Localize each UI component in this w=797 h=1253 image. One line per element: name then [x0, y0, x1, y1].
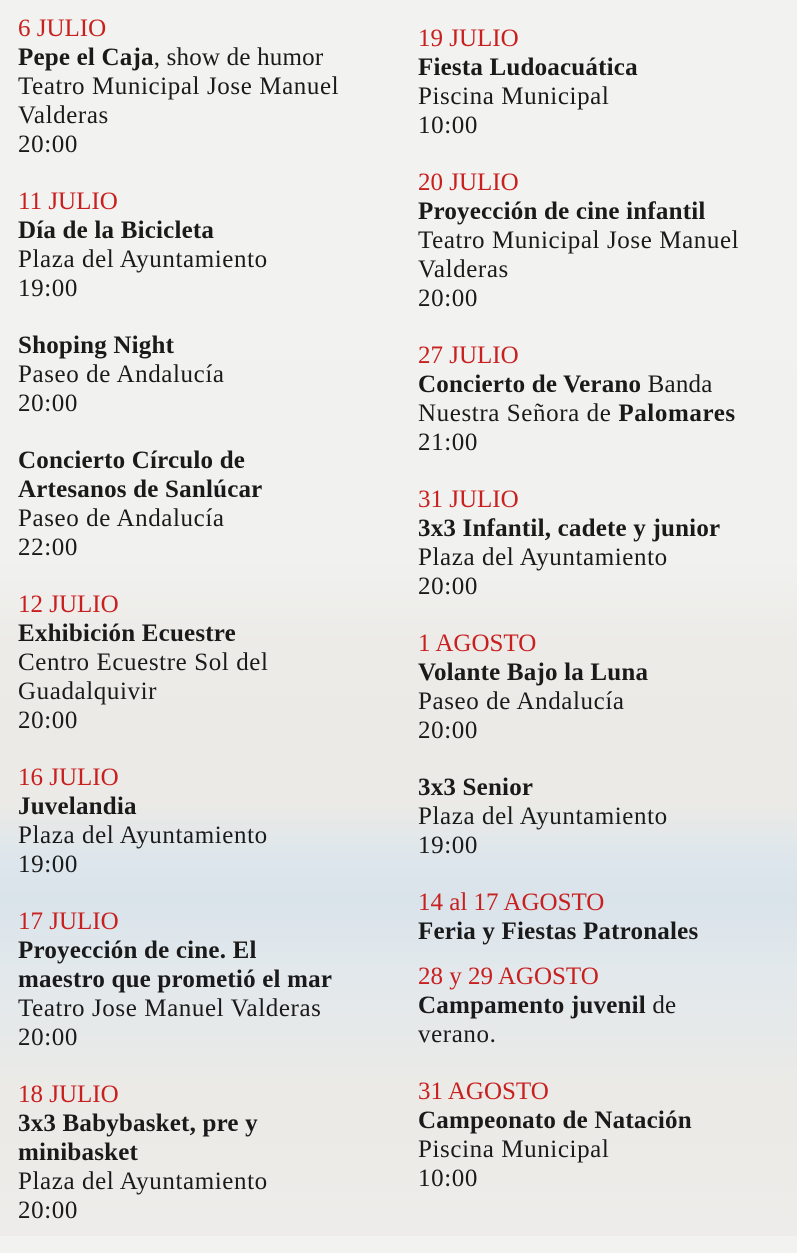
event-time: 19:00	[18, 851, 78, 878]
left-column	[18, 14, 403, 1253]
event-venue: Teatro Jose Manuel Valderas	[18, 995, 322, 1022]
event-date: 20 JULIO	[418, 169, 519, 196]
event-date: 27 JULIO	[418, 342, 519, 369]
event-date: 11 JULIO	[18, 188, 118, 215]
event-time: 19:00	[418, 832, 478, 859]
event-venue: Plaza del Ayuntamiento	[418, 803, 668, 830]
event-time: 20:00	[18, 1024, 78, 1051]
event-3x3-infantil	[418, 485, 790, 601]
event-concierto-verano	[418, 341, 790, 457]
event-title: Concierto Círculo de	[18, 447, 246, 474]
event-title: Shoping Night	[18, 332, 175, 359]
event-time: 10:00	[418, 112, 478, 139]
event-title: 3x3 Babybasket, pre y	[18, 1110, 258, 1137]
event-title-cont: maestro que prometió el mar	[18, 966, 333, 993]
event-volante-luna	[418, 629, 790, 745]
event-date: 1 AGOSTO	[418, 630, 537, 657]
event-date: 16 JULIO	[18, 764, 119, 791]
event-title-cont: minibasket	[18, 1139, 139, 1166]
event-venue: Piscina Municipal	[418, 83, 610, 110]
event-venue: Paseo de Andalucía	[18, 361, 225, 388]
event-title: Exhibición Ecuestre	[18, 620, 236, 647]
event-date: 19 JULIO	[418, 25, 519, 52]
event-campamento-juvenil	[418, 962, 790, 1049]
event-title: Feria y Fiestas Patronales	[418, 918, 699, 945]
event-venue: Piscina Municipal	[418, 1136, 610, 1163]
event-band: Nuestra Señora de Palomares	[418, 400, 736, 427]
event-date: 6 JULIO	[18, 15, 107, 42]
event-shoping-night	[18, 331, 403, 418]
event-3x3-senior	[418, 773, 790, 860]
event-feria-fiestas	[418, 888, 790, 946]
event-date: 17 JULIO	[18, 908, 119, 935]
event-time: 21:00	[418, 429, 478, 456]
event-dia-bicicleta	[18, 187, 403, 303]
event-venue: Paseo de Andalucía	[418, 688, 625, 715]
event-time: 22:00	[18, 534, 78, 561]
event-date: 12 JULIO	[18, 591, 119, 618]
right-column	[418, 24, 790, 1221]
event-time: 20:00	[418, 573, 478, 600]
event-venue: Plaza del Ayuntamiento	[18, 822, 268, 849]
event-date: 31 JULIO	[418, 486, 519, 513]
event-description: verano.	[418, 1021, 497, 1048]
event-time: 20:00	[18, 1197, 78, 1224]
event-title: Día de la Bicicleta	[18, 217, 215, 244]
event-pepe-el-caja	[18, 14, 403, 159]
event-venue: Teatro Municipal Jose Manuel	[18, 73, 340, 100]
event-juvelandia	[18, 763, 403, 879]
event-fiesta-ludoacuatica	[418, 24, 790, 140]
event-campeonato-natacion	[418, 1077, 790, 1193]
event-venue: Centro Ecuestre Sol del	[18, 649, 269, 676]
event-title: Fiesta Ludoacuática	[418, 54, 638, 81]
event-title: 3x3 Infantil, cadete y junior	[418, 515, 721, 542]
event-title: Proyección de cine infantil	[418, 198, 706, 225]
event-venue: Plaza del Ayuntamiento	[18, 246, 268, 273]
event-venue: Paseo de Andalucía	[18, 505, 225, 532]
event-exhibicion-ecuestre	[18, 590, 403, 735]
event-title: Juvelandia	[18, 793, 137, 820]
event-time: 20:00	[18, 131, 78, 158]
event-date: 28 y 29 AGOSTO	[418, 963, 599, 990]
event-babybasket	[18, 1080, 403, 1225]
event-title: Campamento juvenil de	[418, 992, 677, 1019]
event-proyeccion-cine	[18, 907, 403, 1052]
event-time: 20:00	[18, 390, 78, 417]
event-time: 19:00	[18, 275, 78, 302]
event-title: Concierto de Verano Banda	[418, 371, 713, 398]
event-venue: Plaza del Ayuntamiento	[418, 544, 668, 571]
event-time: 20:00	[18, 707, 78, 734]
event-title: Proyección de cine. El	[18, 937, 257, 964]
event-time: 20:00	[418, 285, 478, 312]
event-date: 18 JULIO	[18, 1081, 119, 1108]
event-cine-infantil	[418, 168, 790, 313]
event-venue: Plaza del Ayuntamiento	[18, 1168, 268, 1195]
event-date: 14 al 17 AGOSTO	[418, 889, 605, 916]
event-venue: Teatro Municipal Jose Manuel	[418, 227, 740, 254]
event-title: Volante Bajo la Luna	[418, 659, 649, 686]
event-title: Pepe el Caja, show de humor	[18, 44, 324, 71]
event-venue-cont: Valderas	[418, 256, 509, 283]
event-venue-cont: Valderas	[18, 102, 109, 129]
event-time: 10:00	[418, 1165, 478, 1192]
event-title-cont: Artesanos de Sanlúcar	[18, 476, 263, 503]
event-date: 31 AGOSTO	[418, 1078, 549, 1105]
event-concierto-circulo	[18, 446, 403, 562]
event-title: 3x3 Senior	[418, 774, 534, 801]
event-title: Campeonato de Natación	[418, 1107, 692, 1134]
event-venue-cont: Guadalquivir	[18, 678, 158, 705]
event-time: 20:00	[418, 717, 478, 744]
